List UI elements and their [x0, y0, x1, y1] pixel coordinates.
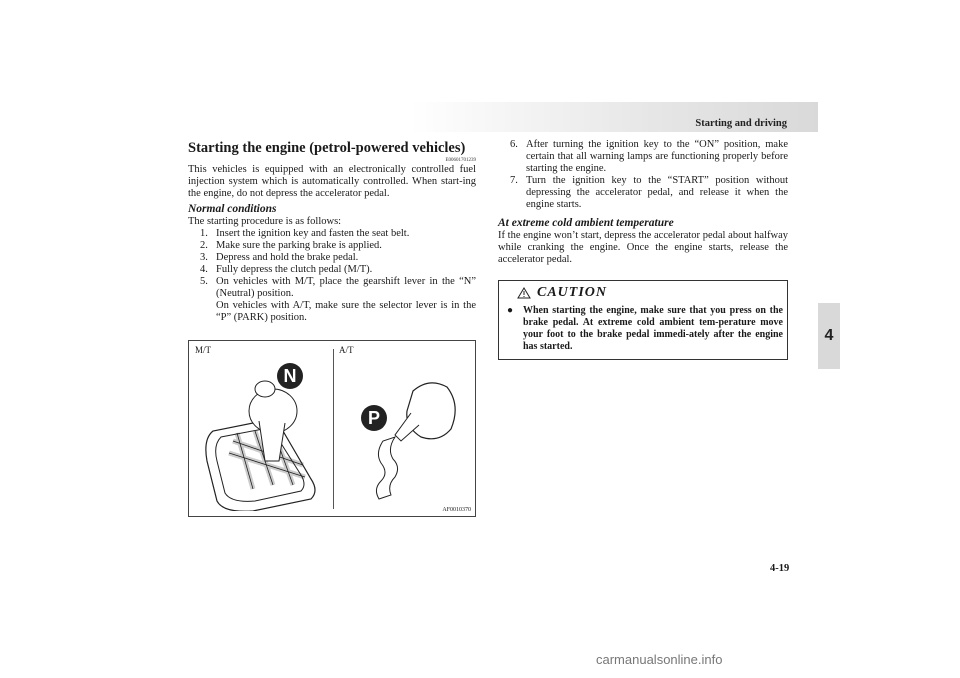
procedure-intro: The starting procedure is as follows: [188, 216, 342, 227]
step-number: 4. [200, 264, 208, 275]
step5-at-note: On vehicles with A/T, make sure the selector lever is in the “P” (PARK) position. [216, 300, 476, 323]
list-item [188, 240, 476, 252]
intro-paragraph: This vehicles is equipped with an electronically controlled fuel injection system which is automatically controlled. When start-ing the engine, do not depress the accelerator pedal. [188, 164, 476, 199]
figure-label-mt: M/T [195, 345, 212, 355]
extreme-cold-paragraph: If the engine won’t start, depress the accelerator pedal about halfway while cranking the engine. Once the engine starts, release the accelerator pedal. [498, 230, 788, 265]
figure-code: AF0010370 [442, 507, 471, 513]
step-text: Fully depress the clutch pedal (M/T). [216, 264, 373, 275]
step-text: Insert the ignition key and fasten the seat belt. [216, 228, 410, 239]
neutral-badge: N [277, 363, 303, 389]
right-column [498, 139, 788, 266]
subheading-normal-conditions: Normal conditions [188, 203, 277, 215]
step-number: 5. [200, 276, 208, 287]
left-column [188, 139, 476, 324]
caution-text: When starting the engine, make sure that you press on the brake pedal. At extreme cold ambient tem-perature move your foot to the brake pedal immedi-ately after the engine has started. [523, 305, 783, 352]
figure-divider [333, 349, 334, 509]
selector-lever-illustration [339, 365, 469, 505]
section-title: Starting the engine (petrol-powered vehicles) [188, 140, 466, 156]
subheading-extreme-cold: At extreme cold ambient temperature [498, 217, 674, 229]
gearshift-illustration [193, 361, 333, 511]
step-number: 2. [200, 240, 208, 251]
step-number: 3. [200, 252, 208, 263]
step-text: Depress and hold the brake pedal. [216, 252, 359, 263]
caution-header [517, 285, 607, 301]
steps-list-left [188, 228, 476, 300]
list-item [498, 139, 788, 175]
step-text: Turn the ignition key to the “START” position without depressing the accelerator pedal, and release it when the engine starts. [526, 175, 788, 210]
list-item [188, 276, 476, 300]
steps-list-right [498, 139, 788, 211]
step-text: After turning the ignition key to the “ON” position, make certain that all warning lamps are functioning properly before starting the engine. [526, 139, 788, 174]
caution-box [498, 280, 788, 360]
watermark: carmanualsonline.info [596, 652, 723, 667]
section-header-title: Starting and driving [695, 118, 787, 129]
illustration-figure [188, 340, 476, 517]
caution-body [507, 305, 783, 353]
figure-label-at: A/T [339, 345, 354, 355]
step-number: 6. [510, 139, 518, 150]
chapter-tab: 4 [818, 303, 840, 369]
step-text: On vehicles with M/T, place the gearshift lever in the “N” (Neutral) position. [216, 276, 476, 299]
list-item [188, 264, 476, 276]
list-item [498, 175, 788, 211]
caution-title: CAUTION [537, 285, 608, 300]
warning-triangle-icon [517, 287, 531, 299]
step-number: 7. [510, 175, 518, 186]
bullet-icon: ● [507, 305, 514, 316]
doc-code: E00601701239 [445, 158, 476, 163]
step-number: 1. [200, 228, 208, 239]
list-item [188, 252, 476, 264]
page-number: 4-19 [770, 563, 790, 574]
park-badge: P [361, 405, 387, 431]
list-item [188, 228, 476, 240]
step-text: Make sure the parking brake is applied. [216, 240, 382, 251]
